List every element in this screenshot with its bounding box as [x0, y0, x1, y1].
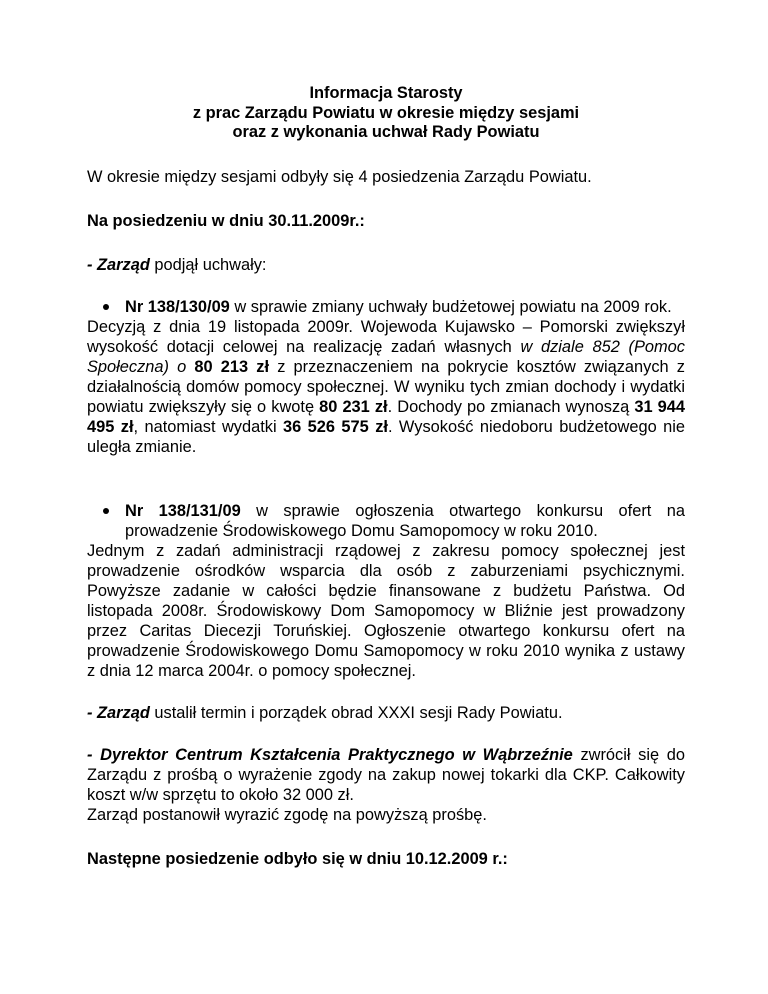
amount-dotacja: 80 213 zł: [194, 357, 270, 376]
title-line-3: oraz z wykonania uchwał Rady Powiatu: [232, 123, 540, 141]
session-agenda-paragraph: - Zarząd ustalił termin i porządek obrad XXXI sesji Rady Powiatu.: [87, 703, 563, 722]
resolution-item-2: Nr 138/131/09 w sprawie ogłoszenia otwartego konkursu ofert na prowadzenie Środowiskowego Domu Samopomocy w roku 2010.: [87, 501, 685, 541]
amount-dochody: 31 944 495 zł: [87, 397, 686, 436]
resolution-number-1: Nr 138/130/09: [125, 297, 230, 316]
title-line-1: Informacja Starosty: [309, 84, 463, 102]
bullet-icon: [103, 508, 109, 514]
amount-wydatki: 36 526 575 zł: [283, 417, 388, 436]
bullet-icon: [103, 304, 109, 310]
amount-increase: 80 231 zł: [319, 397, 388, 416]
session-1-heading: Na posiedzeniu w dniu 30.11.2009r.:: [87, 211, 365, 230]
sds-paragraph: Jednym z zadań administracji rządowej z zakresu pomocy społecznej jest prowadzenie ośrodków wsparcia dla osób z zaburzeniami psychicznymi. Powyższe zadanie w całości będzie finansowane z budżetu Państwa. Od listopada 2008r. Środowiskowy Dom Samopomocy w Bliźnie jest prowadzony przez Caritas Diecezji Toruńskiej. Ogłoszenie otwartego konkursu ofert na prowadzenie Środowiskowego Domu Samopomocy w roku 2010 wynika z ustawy z dnia 12 marca 2004r. o pomocy społecznej.: [87, 541, 685, 680]
resolution-number-2: Nr 138/131/09: [125, 501, 241, 520]
zarzad-label: - Zarząd: [87, 255, 150, 274]
ckp-decision: Zarząd postanowił wyrazić zgodę na powyższą prośbę.: [87, 805, 487, 824]
ckp-paragraph: - Dyrektor Centrum Kształcenia Praktycznego w Wąbrzeźnie zwrócił się do Zarządu z prośbą o wyrażenie zgody na zakup nowej tokarki dla CKP. Całkowity koszt w/w sprzętu to około 32 000 zł.: [87, 745, 685, 804]
ckp-director-label: - Dyrektor Centrum Kształcenia Praktycznego w Wąbrzeźnie: [87, 745, 573, 764]
document-page: [87, 84, 685, 869]
document-title: [87, 84, 685, 143]
zarzad-resolutions-line: - Zarząd podjął uchwały:: [87, 255, 267, 274]
intro-paragraph: W okresie między sesjami odbyły się 4 posiedzenia Zarządu Powiatu.: [87, 167, 592, 186]
resolution-item-1: Nr 138/130/09 w sprawie zmiany uchwały budżetowej powiatu na 2009 rok.: [87, 297, 685, 317]
title-line-2: z prac Zarządu Powiatu w okresie między sesjami: [192, 103, 580, 122]
zarzad-label: - Zarząd: [87, 703, 150, 722]
session-2-heading: Następne posiedzenie odbyło się w dniu 10.12.2009 r.:: [87, 849, 508, 868]
budget-paragraph: Decyzją z dnia 19 listopada 2009r. Wojewoda Kujawsko – Pomorski zwiększył wysokość dotacji celowej na realizację zadań własnych w dziale 852 (Pomoc Społeczna) o 80 213 zł z przeznaczeniem na pokrycie kosztów związanych z działalnością domów pomocy społecznej. W wyniku tych zmian dochody i wydatki powiatu zwiększyły się o kwotę 80 231 zł. Dochody po zmianach wynoszą 31 944 495 zł, natomiast wydatki 36 526 575 zł. Wysokość niedoboru budżetowego nie uległa zmianie.: [87, 317, 686, 456]
